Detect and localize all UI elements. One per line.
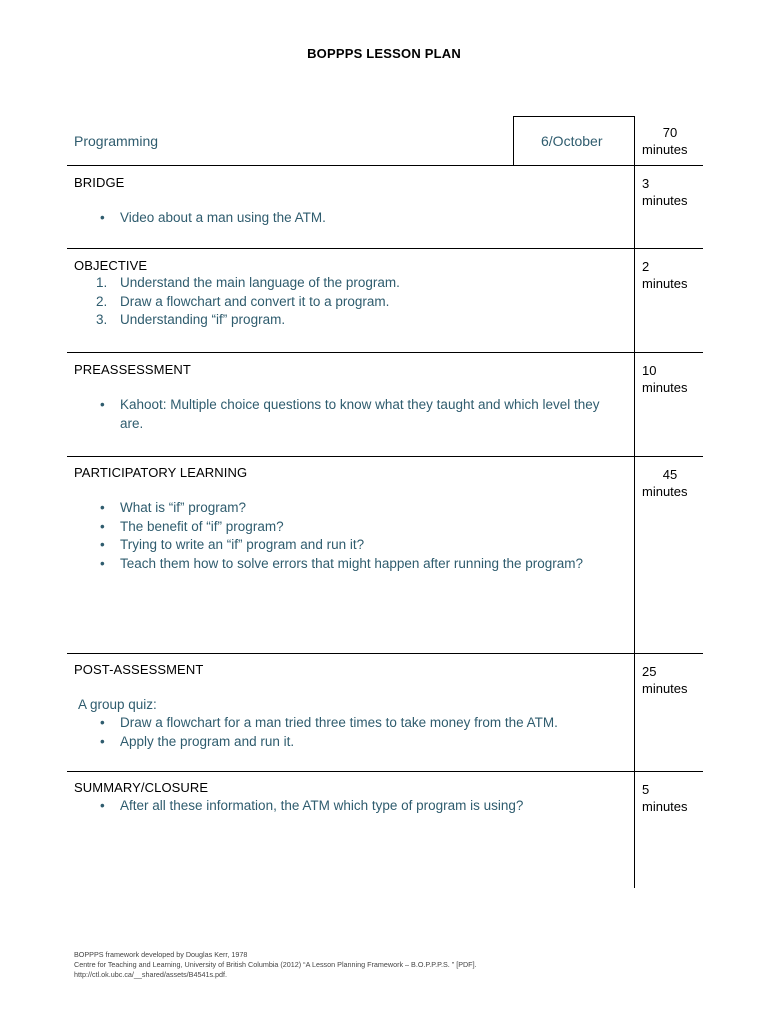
summary-time xyxy=(642,781,698,815)
preassessment-time xyxy=(642,362,698,396)
row-divider-header xyxy=(67,165,703,166)
list-item-text: Understanding “if” program. xyxy=(120,312,286,327)
bridge-time xyxy=(642,175,698,209)
row-divider-participatory xyxy=(67,653,703,654)
list-item xyxy=(96,293,626,312)
list-item-text: Kahoot: Multiple choice questions to know what they taught and which level they are. xyxy=(120,397,600,431)
total-time-number: 70 xyxy=(662,125,678,140)
list-item xyxy=(96,274,626,293)
list-item-text: Understand the main language of the program. xyxy=(120,275,400,290)
list-item-text: Apply the program and run it. xyxy=(120,733,295,749)
objective-label: OBJECTIVE xyxy=(74,258,148,273)
participatory-time-number: 45 xyxy=(662,467,678,482)
objective-time xyxy=(642,258,698,292)
objective-time-unit: minutes xyxy=(642,276,688,291)
table-top-border xyxy=(513,116,635,117)
bridge-label: BRIDGE xyxy=(74,175,125,190)
footer-citation xyxy=(74,950,477,980)
bridge-time-unit: minutes xyxy=(642,193,688,208)
list-item-text: Draw a flowchart for a man tried three times to take money from the ATM. xyxy=(120,715,558,730)
footer-line: BOPPPS framework developed by Douglas Kerr, 1978 xyxy=(74,950,248,959)
bullet: • xyxy=(100,537,105,552)
summary-label: SUMMARY/CLOSURE xyxy=(74,780,209,795)
total-time-unit: minutes xyxy=(642,142,688,157)
bullet: • xyxy=(100,397,105,412)
summary-time-unit: minutes xyxy=(642,799,688,814)
row-divider-preassessment xyxy=(67,456,703,457)
footer-link[interactable]: http://ctl.ok.ubc.ca/__shared/assets/B4541s.pdf. xyxy=(74,970,228,979)
list-item-text: After all these information, the ATM which type of program is using? xyxy=(120,798,524,813)
list-item xyxy=(96,733,626,752)
bridge-list xyxy=(96,209,626,228)
objective-list xyxy=(96,274,626,330)
footer-line: Centre for Teaching and Learning, University of British Columbia (2012) “A Lesson Planning Framework – B.O.P.P.P.S. ” [PDF]. xyxy=(74,960,477,969)
bullet: • xyxy=(100,798,105,813)
objective-time-number: 2 xyxy=(642,259,650,274)
list-item xyxy=(96,797,626,816)
list-item xyxy=(96,396,626,433)
row-divider-objective xyxy=(67,352,703,353)
document-title: BOPPPS LESSON PLAN xyxy=(307,46,461,61)
bridge-time-number: 3 xyxy=(642,176,650,191)
list-item-text: What is “if” program? xyxy=(120,500,247,515)
row-divider-bridge xyxy=(67,248,703,249)
column-divider-time xyxy=(634,116,635,888)
bullet: • xyxy=(100,555,105,571)
list-item xyxy=(96,209,626,228)
date-cell: 6/October xyxy=(541,133,603,149)
total-time-cell xyxy=(642,124,698,158)
list-item-text: Video about a man using the ATM. xyxy=(120,210,326,225)
bullet: • xyxy=(100,715,105,730)
list-item xyxy=(96,499,626,518)
list-item-text: Trying to write an “if” program and run it? xyxy=(120,537,365,552)
postassessment-intro: A group quiz: xyxy=(78,697,157,712)
bullet: • xyxy=(100,210,105,225)
list-number: 3. xyxy=(96,312,108,327)
list-number: 1. xyxy=(96,275,108,290)
postassessment-label: POST-ASSESSMENT xyxy=(74,662,204,677)
participatory-time-unit: minutes xyxy=(642,484,688,499)
bullet: • xyxy=(100,518,105,534)
postassessment-time xyxy=(642,663,698,697)
postassessment-list xyxy=(96,714,626,751)
column-divider-date xyxy=(513,116,514,166)
summary-time-number: 5 xyxy=(642,782,650,797)
preassessment-label: PREASSESSMENT xyxy=(74,362,191,377)
preassessment-time-unit: minutes xyxy=(642,380,688,395)
summary-list xyxy=(96,797,626,816)
list-item xyxy=(96,714,626,733)
list-item xyxy=(96,311,626,330)
bullet: • xyxy=(100,500,105,515)
row-divider-postassessment xyxy=(67,771,703,772)
preassessment-list xyxy=(96,396,626,433)
preassessment-time-number: 10 xyxy=(642,363,657,378)
participatory-time xyxy=(642,466,698,500)
subject-cell: Programming xyxy=(74,133,159,149)
list-number: 2. xyxy=(96,293,108,309)
list-item xyxy=(96,536,626,555)
postassessment-time-unit: minutes xyxy=(642,681,688,696)
participatory-label: PARTICIPATORY LEARNING xyxy=(74,465,248,480)
list-item xyxy=(96,518,626,537)
bullet: • xyxy=(100,733,105,749)
list-item-text: Draw a flowchart and convert it to a program. xyxy=(120,293,390,309)
postassessment-time-number: 25 xyxy=(642,664,657,679)
list-item xyxy=(96,555,626,574)
list-item-text: The benefit of “if” program? xyxy=(120,518,284,534)
participatory-list xyxy=(96,499,626,573)
list-item-text: Teach them how to solve errors that might happen after running the program? xyxy=(120,555,584,571)
